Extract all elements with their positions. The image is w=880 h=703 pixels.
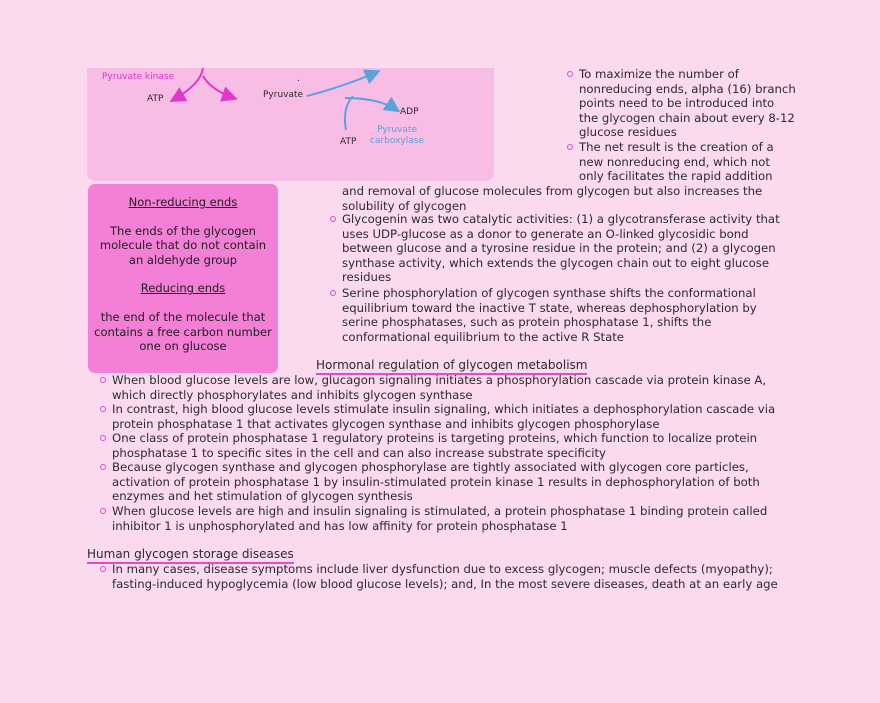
carboxylase-arrow-up bbox=[307, 72, 377, 96]
adp-label: ADP bbox=[400, 107, 419, 117]
atp-right-label: ATP bbox=[340, 137, 357, 147]
hormonal-heading: Hormonal regulation of glycogen metabolism bbox=[316, 359, 587, 375]
nonreducing-text: The ends of the glycogen molecule that do not contain an aldehyde group bbox=[99, 223, 267, 267]
pyruvate-kinase-arrow-left bbox=[173, 68, 203, 100]
carboxylase-arrow-adp bbox=[345, 98, 397, 110]
bullet-branch-points: To maximize the number of nonreducing ends, alpha (16) branch points need to be introduced into the glycogen chain about every 8-12 glucose residues bbox=[579, 67, 796, 140]
pyruvate-carboxylase-label: Pyruvate carboxylase bbox=[370, 125, 424, 146]
atp-left-label: ATP bbox=[147, 94, 164, 104]
bullet-nonreducing-end: The net result is the creation of a new nonreducing end, which not only facilitates the rapid addition bbox=[579, 140, 797, 184]
bullet-targeting-proteins: One class of protein phosphatase 1 regulatory proteins is targeting proteins, which function to localize protein phosphatase 1 to specific sites in the cell and can also increase substrate specificity bbox=[112, 431, 802, 460]
definitions-box bbox=[88, 184, 278, 373]
reducing-text: the end of the molecule that contains a free carbon number one on glucose bbox=[94, 309, 272, 354]
carboxylase-atp-line bbox=[345, 96, 353, 130]
dot-mark: . bbox=[297, 74, 300, 84]
bullet-serine-phosphorylation: Serine phosphorylation of glycogen synthase shifts the conformational equilibrium toward the inactive T state, whereas dephosphorylation by serine phosphatases, such as protein phosphatase 1, shifts the conformational equilibrium to the active R State bbox=[342, 286, 794, 344]
bullet-glucagon: When blood glucose levels are low, glucagon signaling initiates a phosphorylation cascade via protein kinase A, which directly phosphorylates and inhibits glycogen synthase bbox=[112, 373, 802, 402]
bullet-insulin: In contrast, high blood glucose levels stimulate insulin signaling, which initiates a dephosphorylation cascade via protein phosphatase 1 that activates glycogen synthase and inhibits glycogen phosphorylase bbox=[112, 402, 802, 431]
bullet-core-particles: Because glycogen synthase and glycogen phosphorylase are tightly associated with glycogen core particles, activation of protein phosphatase 1 by insulin-stimulated protein kinase 1 results in dephosphorylation of both enzymes and het stimulation of glycogen synthesis bbox=[112, 460, 802, 504]
bullet-glycogenin: Glycogenin was two catalytic activities: (1) a glycotransferase activity that uses UDP-glucose as a donor to generate an O-linked glycosidic bond between glucose and a tyrosine residue in the protein; and (2) a glycogen synthase activity, which extends the glycogen chain out to eight glucose residues bbox=[342, 212, 794, 285]
pyruvate-diagram bbox=[87, 68, 494, 181]
bullet-inhibitor-1: When glucose levels are high and insulin signaling is stimulated, a protein phosphatase 1 binding protein called inhibitor 1 is unphosphorylated and has low affinity for protein phosphatase 1 bbox=[112, 504, 802, 533]
pyruvate-kinase-label: Pyruvate kinase bbox=[102, 72, 175, 82]
continuation-text: and removal of glucose molecules from glycogen but also increases the solubility of glycogen bbox=[342, 184, 763, 213]
pyruvate-label: Pyruvate bbox=[263, 90, 304, 100]
nonreducing-title: Non-reducing ends bbox=[128, 195, 238, 209]
storage-heading: Human glycogen storage diseases bbox=[87, 548, 294, 564]
pathway-arrows bbox=[87, 68, 494, 181]
reducing-title: Reducing ends bbox=[140, 281, 226, 296]
bullet-disease-symptoms: In many cases, disease symptoms include liver dysfunction due to excess glycogen; muscle defects (myopathy); fasting-induced hypoglycemia (low blood glucose levels); and, In the most severe diseases, death at an early age bbox=[112, 562, 802, 591]
pyruvate-kinase-arrow-right bbox=[203, 76, 234, 98]
